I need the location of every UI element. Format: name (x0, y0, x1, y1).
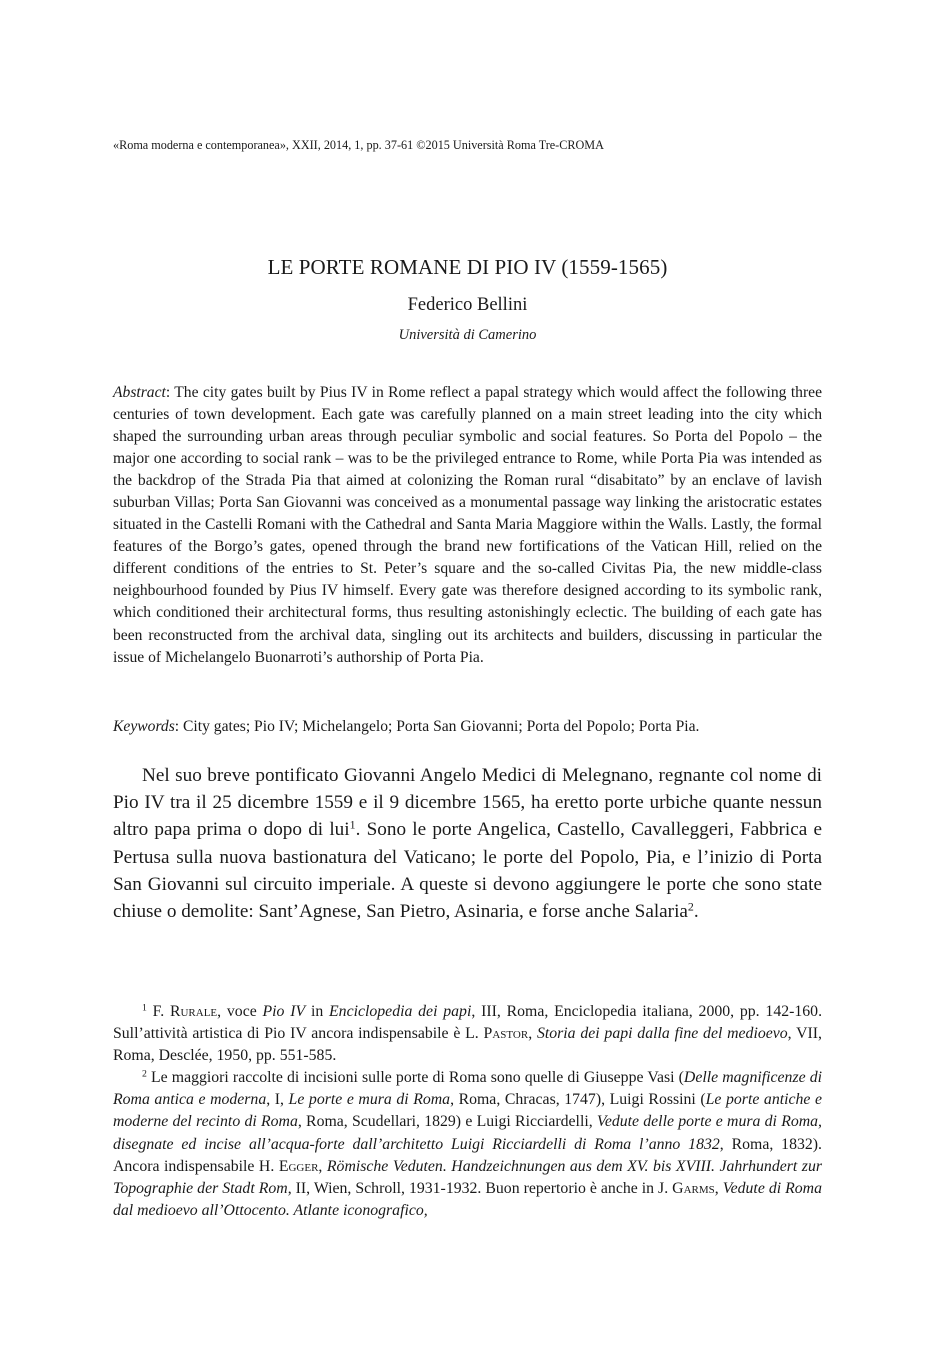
footnote-work-title: Storia dei papi dalla fine del medioevo (536, 1025, 788, 1043)
body-text-part-2: . Sono le porte Angelica, Castello, Cavalleggeri, Fabbrica e Pertusa sulla nuova bastionatura del Vaticano; le porte del Popolo, Pia, e l’inizio di Porta San Giovanni sul circuito imperiale. A queste si devono aggiungere le porte che sono state chiuse o demolite: Sant’Agnese, San Pietro, Asinaria, e forse anche Salaria (113, 819, 822, 923)
abstract (113, 382, 822, 669)
keywords-label: Keywords (113, 718, 175, 735)
footnote-text: F. (146, 1003, 170, 1020)
footnote-text: , (528, 1025, 537, 1043)
keywords (113, 716, 822, 738)
body-text-part-3: . (693, 901, 699, 923)
footnote-author: Rurale (169, 1003, 218, 1020)
footnote-text: in (305, 1003, 330, 1020)
footnote-ref-2[interactable]: 2 (687, 899, 694, 914)
footnote-work-title: Pio IV (262, 1003, 306, 1020)
footnote-ref-1[interactable]: 1 (349, 817, 356, 832)
footnote-1 (113, 1001, 822, 1067)
footnote-text: , Roma, 1832). Ancora indispensabile H. (113, 1135, 822, 1175)
article-title: LE PORTE ROMANE DI PIO IV (1559-1565) (267, 255, 668, 279)
footnote-text: , III, Roma, Enciclopedia italiana, 2000, pp. 142-160. Sull’attività artistica di Pio IV ancora indispensabile è L. (113, 1003, 823, 1043)
body-text-part-1: Nel suo breve pontificato Giovanni Angelo Medici di Melegnano, regnante col nome di Pio IV tra il 25 dicembre 1559 e il 9 dicembre 1565, ha eretto porte urbiche quante nessun altro papa prima o dopo di lui (113, 765, 822, 841)
footnote-text: , VII, Roma, Desclée, 1950, pp. 551-585. (113, 1025, 823, 1065)
footnote-author: Egger (278, 1157, 319, 1175)
footnote-work-title: Vedute delle porte e mura di Roma, disegnate ed incise all’acqua-forte dall’architetto Luigi Ricciardelli di Roma l’anno 1832 (113, 1113, 822, 1153)
footnote-author: Pastor (483, 1025, 529, 1043)
abstract-text: : The city gates built by Pius IV in Rome reflect a papal strategy which would affect the following three centuries of town development. Each gate was carefully planned on a main street leading into the city which shaped the surrounding urban areas through peculiar symbolic and social features. So Porta del Popolo – the major one according to social rank – was to be the privileged entrance to Rome, while Porta Pia was intended as the backdrop of the Strada Pia that aimed at colonizing the Roman rural “disabitato” by an enclave of lavish suburban Villas; Porta San Giovanni was conceived as a monumental passage way linking the aristocratic estates situated in the Castelli Romani with the Cathedral and Santa Maria Maggiore within the Walls. Lastly, the formal features of the Borgo’s gates, opened through the brand new fortifications of the Vatican Hill, relied on the different conditions of the entries to St. Peter’s square and the so-called Civitas Pia, the new middle-class neighbourhood founded by Pius IV himself. Every gate was therefore designed according to its symbolic rank, which conditioned their architectural forms, thus resulting astonishingly eclectic. The building of each gate has been reconstructed from the archival data, singling out its architects and builders, discussing in particular the issue of Michelangelo Buonarroti’s authorship of Porta Pia. (113, 384, 822, 666)
keywords-text: : City gates; Pio IV; Michelangelo; Porta San Giovanni; Porta del Popolo; Porta Pia. (174, 718, 700, 735)
footnote-2 (113, 1067, 822, 1222)
body-paragraph (113, 762, 822, 925)
footnote-text: , II, Wien, Schroll, 1931-1932. Buon repertorio è anche in J. (287, 1179, 673, 1197)
footnote-text: , (318, 1157, 327, 1175)
footnote-1-number: 1 (142, 1002, 147, 1014)
footnote-work-title: Römische Veduten. Handzeichnungen aus dem XV. bis XVIII. Jahrhundert zur Topographie der Stadt Rom (113, 1157, 823, 1197)
article-author: Federico Bellini (407, 295, 528, 315)
footnote-work-title: Le porte e mura di Roma (288, 1091, 451, 1109)
footnote-text: , Roma, Scudellari, 1829) e Luigi Ricciardelli, (297, 1113, 597, 1131)
footnote-text: , voce (217, 1003, 263, 1020)
footnote-text: Le maggiori raccolte di incisioni sulle porte di Roma sono quelle di Giuseppe Vasi ( (146, 1069, 684, 1087)
footnotes (113, 1001, 822, 1222)
footnote-work-title: Vedute di Roma dal medioevo all’Ottocento. Atlante iconografico, (113, 1179, 822, 1219)
running-head: «Roma moderna e contemporanea», XXII, 2014, 1, pp. 37-61 ©2015 Università Roma Tre-CROMA (113, 138, 604, 152)
footnote-work-title: Enciclopedia dei papi (329, 1003, 472, 1020)
footnote-work-title: Le porte antiche e moderne del recinto di Roma (113, 1091, 823, 1131)
footnote-text: , (714, 1179, 723, 1197)
abstract-label: Abstract (113, 384, 166, 401)
footnote-2-number: 2 (142, 1068, 147, 1080)
footnote-text: , Roma, Chracas, 1747), Luigi Rossini ( (450, 1091, 706, 1109)
footnote-work-title: Delle magnificenze di Roma antica e moderna (113, 1069, 823, 1109)
footnote-author: Garms (672, 1179, 715, 1197)
footnote-text: , I, (266, 1091, 289, 1109)
author-affiliation: Università di Camerino (398, 327, 537, 343)
